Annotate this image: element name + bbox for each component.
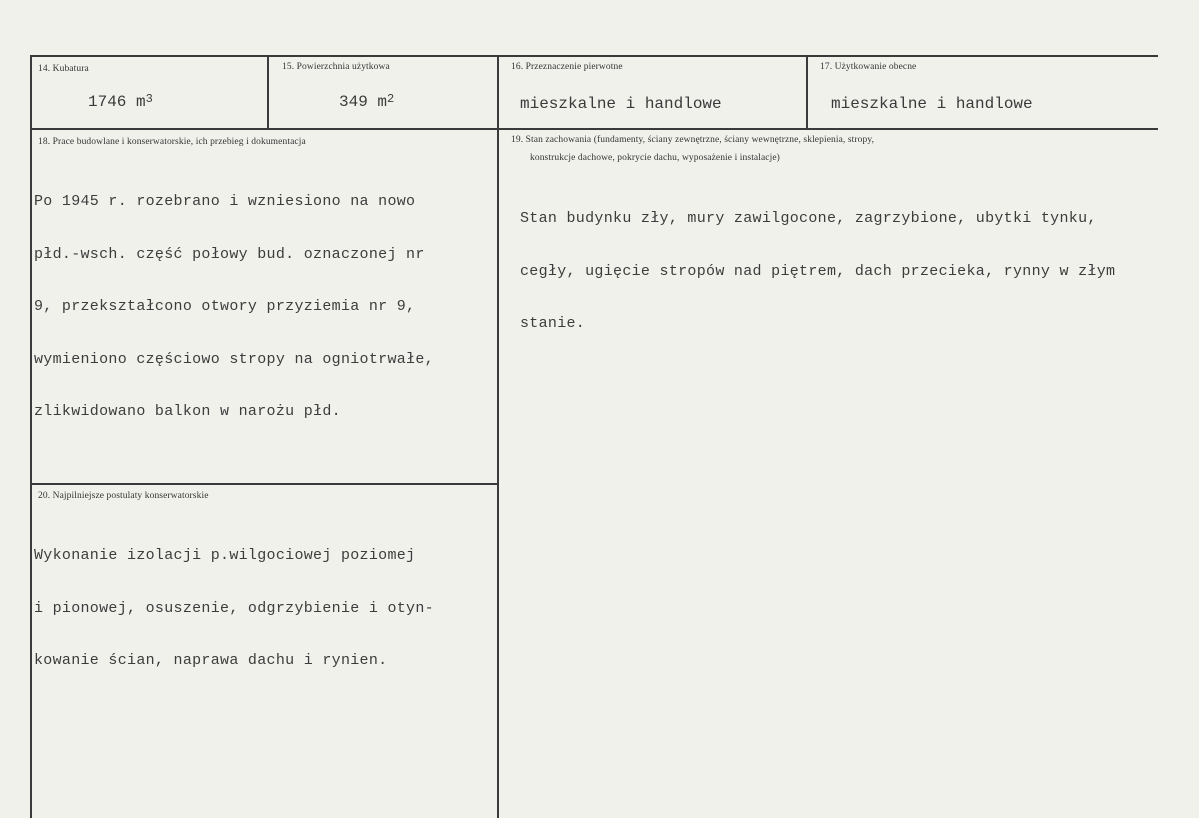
header-bottom-rule [30, 128, 1158, 130]
powierzchnia-value [339, 93, 394, 111]
header-divider-1 [267, 55, 269, 130]
kubatura-value [88, 93, 153, 111]
prace-line: wymieniono częściowo stropy na ogniotrwałe, [34, 350, 434, 368]
header-divider-3 [806, 55, 808, 130]
kubatura-unit-exponent: 3 [145, 92, 153, 106]
postulaty-line: kowanie ścian, naprawa dachu i rynien. [34, 652, 388, 669]
prace-line: Po 1945 r. rozebrano i wzniesiono na nowo [34, 193, 416, 210]
stan-line: Stan budynku zły, mury zawilgocone, zagrzybione, ubytki tynku, [520, 210, 1097, 227]
kubatura-number: 1746 m [88, 93, 146, 111]
postulaty-line: i pionowej, osuszenie, odgrzybienie i otyn- [34, 599, 434, 617]
uzytkowanie-value: mieszkalne i handlowe [831, 95, 1033, 113]
prace-text [34, 158, 434, 456]
postulaty-label: 20. Najpilniejsze postulaty konserwatorskie [38, 491, 209, 501]
main-divider [497, 55, 499, 818]
prace-line: 9, przekształcono otwory przyziemia nr 9, [34, 298, 416, 315]
stan-line: cegły, ugięcie stropów nad piętrem, dach przecieka, rynny w złym [520, 262, 1116, 280]
stan-label-line2: konstrukcje dachowe, pokrycie dachu, wyposażenie i instalacje) [530, 153, 780, 163]
kubatura-label: 14. Kubatura [38, 64, 89, 74]
przeznaczenie-value: mieszkalne i handlowe [520, 95, 722, 113]
powierzchnia-unit-exponent: 2 [387, 92, 395, 106]
prace-line: płd.-wsch. część połowy bud. oznaczonej nr [34, 245, 425, 263]
powierzchnia-label: 15. Powierzchnia użytkowa [282, 62, 390, 72]
left-section-divider [30, 483, 498, 485]
powierzchnia-number: 349 m [339, 93, 388, 111]
stan-label-line1: 19. Stan zachowania (fundamenty, ściany zewnętrzne, ściany wewnętrzne, sklepienia, stropy, [511, 135, 875, 145]
przeznaczenie-label: 16. Przeznaczenie pierwotne [511, 62, 623, 72]
left-border [30, 55, 32, 818]
prace-label: 18. Prace budowlane i konserwatorskie, ich przebieg i dokumentacja [38, 137, 306, 147]
prace-line: zlikwidowano balkon w narożu płd. [34, 403, 341, 420]
uzytkowanie-label: 17. Użytkowanie obecne [820, 62, 917, 72]
postulaty-text [34, 512, 434, 705]
postulaty-line: Wykonanie izolacji p.wilgociowej poziomej [34, 547, 416, 564]
top-rule [30, 55, 1158, 57]
stan-text [520, 175, 1115, 368]
stan-line: stanie. [520, 315, 586, 332]
